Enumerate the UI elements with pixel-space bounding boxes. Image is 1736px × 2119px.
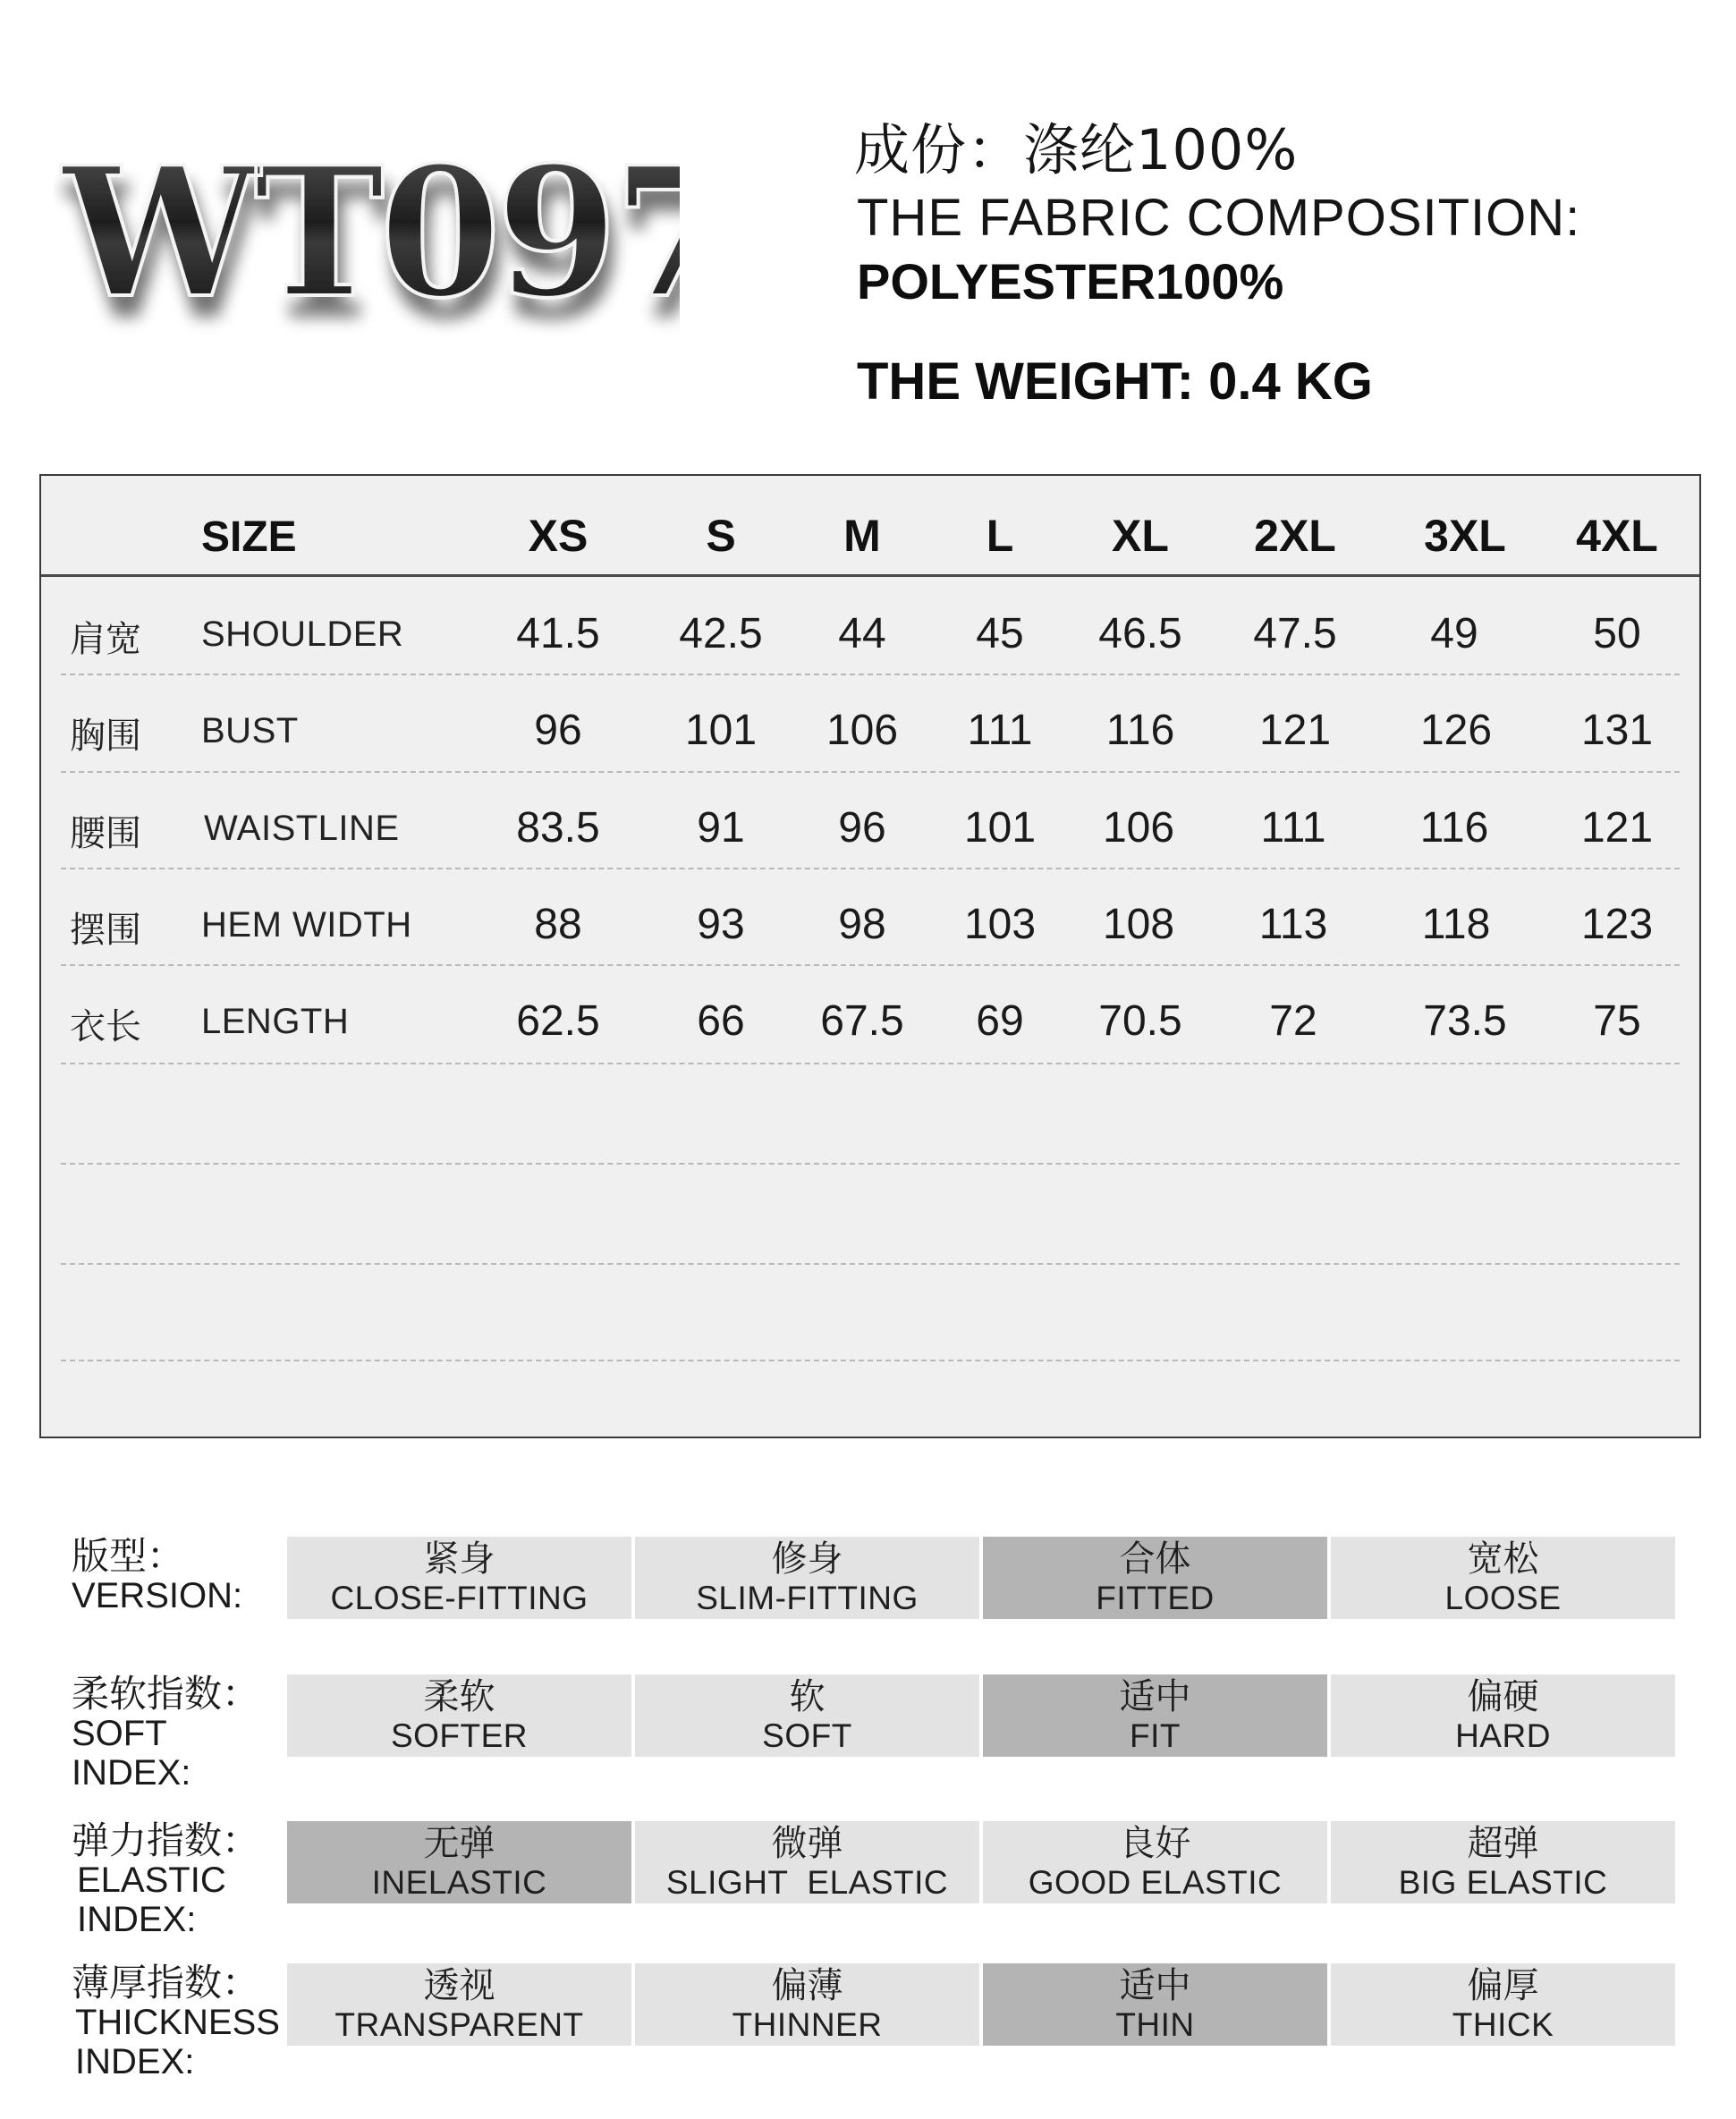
table-cell: 106 <box>1102 804 1175 852</box>
row-label-cn: 摆围 <box>70 910 141 951</box>
row-label-cn: 胸围 <box>70 716 141 757</box>
elastic-option <box>983 1821 1327 1903</box>
table-cell: 108 <box>1102 901 1175 948</box>
table-cell: 96 <box>534 707 582 754</box>
table-cell: 106 <box>826 707 899 754</box>
thickness-label-cn: 薄厚指数： <box>72 1961 260 2005</box>
table-cell: 116 <box>1105 707 1175 754</box>
size-header-row <box>41 476 1699 577</box>
table-cell: 88 <box>534 901 582 948</box>
version-option-selected <box>983 1537 1327 1619</box>
soft-label-en: SOFT <box>72 1714 167 1753</box>
table-cell: 66 <box>697 997 745 1045</box>
option-label-en: THINNER <box>732 2006 883 2043</box>
version-index-label <box>72 1534 243 1615</box>
elastic-option-selected <box>287 1821 631 1903</box>
version-option <box>287 1537 631 1619</box>
row-divider <box>61 1163 1680 1165</box>
row-label-en: HEM WIDTH <box>201 905 412 945</box>
table-cell: 118 <box>1421 901 1491 948</box>
svg-text:WT097: WT097 <box>62 127 680 338</box>
version-option <box>1331 1537 1675 1619</box>
soft-option <box>635 1674 979 1757</box>
table-cell: 103 <box>963 901 1037 948</box>
option-label-en: LOOSE <box>1444 1580 1562 1616</box>
table-cell: 62.5 <box>516 997 600 1045</box>
option-label-en: HARD <box>1455 1717 1551 1754</box>
row-label-cn: 肩宽 <box>70 619 141 660</box>
option-label-cn: 透视 <box>423 1965 495 2006</box>
elastic-label-en: ELASTIC <box>77 1860 226 1900</box>
row-label-cn: 衣长 <box>70 1006 141 1047</box>
table-cell: 72 <box>1269 997 1317 1045</box>
soft-option <box>1331 1674 1675 1757</box>
version-option <box>635 1537 979 1619</box>
table-cell: 50 <box>1593 610 1641 657</box>
row-divider <box>61 1263 1680 1265</box>
table-cell: 91 <box>697 804 745 852</box>
option-label-cn: 合体 <box>1119 1538 1191 1580</box>
thickness-option <box>287 1963 631 2046</box>
option-label-en: THICK <box>1452 2006 1554 2043</box>
brand-logo <box>54 107 680 367</box>
table-cell: 116 <box>1419 804 1489 852</box>
row-label-cn: 腰围 <box>70 813 141 854</box>
weight-label: THE WEIGHT: 0.4 KG <box>857 352 1373 411</box>
table-cell: 93 <box>697 901 745 948</box>
table-cell: 83.5 <box>516 804 600 852</box>
elastic-index-label <box>72 1818 260 1939</box>
table-cell: 111 <box>967 707 1033 754</box>
thickness-index-label <box>72 1963 280 2081</box>
option-label-en: CLOSE-FITTING <box>330 1580 589 1616</box>
table-cell: 70.5 <box>1098 997 1182 1045</box>
option-label-cn: 偏薄 <box>771 1965 843 2006</box>
table-cell: 126 <box>1419 707 1493 754</box>
soft-label-en: INDEX: <box>72 1753 191 1793</box>
row-label-en: SHOULDER <box>201 615 404 654</box>
table-row <box>41 771 1699 868</box>
option-label-en: THIN <box>1115 2006 1195 2043</box>
table-cell: 113 <box>1258 901 1328 948</box>
table-cell: 41.5 <box>516 610 600 657</box>
size-header-cell: 2XL <box>1254 511 1336 561</box>
option-label-en: GOOD ELASTIC <box>1028 1864 1283 1901</box>
option-label-en: SLIGHT ELASTIC <box>665 1864 949 1901</box>
row-label-en: WAISTLINE <box>204 809 400 848</box>
size-header-cell: L <box>986 511 1014 561</box>
table-cell: 96 <box>838 804 886 852</box>
size-header-cell: XL <box>1112 511 1169 561</box>
option-label-cn: 宽松 <box>1467 1538 1539 1580</box>
size-chart-table <box>39 474 1701 1438</box>
size-header-cell: 3XL <box>1424 511 1506 561</box>
table-cell: 121 <box>1258 707 1332 754</box>
elastic-option <box>635 1821 979 1903</box>
composition-value: POLYESTER100% <box>857 253 1284 309</box>
soft-index-label <box>72 1674 259 1793</box>
option-label-cn: 偏硬 <box>1467 1676 1539 1717</box>
table-cell: 45 <box>976 610 1024 657</box>
version-label-en: VERSION: <box>72 1576 243 1615</box>
table-cell: 131 <box>1580 707 1654 754</box>
version-label-cn: 版型： <box>72 1534 185 1578</box>
table-cell: 46.5 <box>1098 610 1182 657</box>
elastic-option <box>1331 1821 1675 1903</box>
table-cell: 123 <box>1580 901 1654 948</box>
size-header-cell: S <box>706 511 736 561</box>
row-label-en: LENGTH <box>201 1002 350 1041</box>
thickness-option-selected <box>983 1963 1327 2046</box>
option-label-en: FIT <box>1130 1717 1181 1754</box>
soft-label-cn: 柔软指数： <box>72 1672 260 1716</box>
option-label-cn: 适中 <box>1119 1676 1191 1717</box>
table-cell: 69 <box>976 997 1024 1045</box>
elastic-label-en: INDEX: <box>77 1900 197 1939</box>
table-cell: 44 <box>838 610 886 657</box>
option-label-en: FITTED <box>1096 1580 1215 1616</box>
option-label-en: TRANSPARENT <box>334 2006 584 2043</box>
size-header-label: SIZE <box>201 513 297 561</box>
row-label-en: BUST <box>201 711 299 750</box>
option-label-cn: 修身 <box>771 1538 843 1580</box>
option-label-cn: 偏厚 <box>1467 1965 1539 2006</box>
size-header-cell: M <box>843 511 881 561</box>
option-label-cn: 软 <box>789 1676 826 1717</box>
option-label-cn: 微弹 <box>771 1823 843 1864</box>
elastic-label-cn: 弹力指数： <box>72 1818 260 1862</box>
option-label-cn: 无弹 <box>423 1823 495 1864</box>
soft-option-selected <box>983 1674 1327 1757</box>
table-row <box>41 674 1699 770</box>
table-cell: 73.5 <box>1423 997 1507 1045</box>
option-label-cn: 紧身 <box>423 1538 495 1580</box>
thickness-label-en: INDEX: <box>75 2042 195 2081</box>
option-label-en: BIG ELASTIC <box>1398 1864 1608 1901</box>
table-cell: 49 <box>1430 610 1478 657</box>
option-label-en: INELASTIC <box>371 1864 547 1901</box>
table-cell: 42.5 <box>679 610 763 657</box>
soft-option <box>287 1674 631 1757</box>
table-cell: 47.5 <box>1253 610 1337 657</box>
table-cell: 111 <box>1260 804 1326 852</box>
size-header-cell: 4XL <box>1576 511 1658 561</box>
table-cell: 67.5 <box>820 997 904 1045</box>
row-divider <box>61 1063 1680 1064</box>
option-label-cn: 良好 <box>1119 1823 1191 1864</box>
option-label-en: SOFT <box>762 1717 852 1754</box>
composition-cn: 成份：涤纶100% <box>854 117 1299 182</box>
option-label-cn: 适中 <box>1119 1965 1191 2006</box>
option-label-en: SOFTER <box>390 1717 529 1754</box>
table-cell: 75 <box>1593 997 1641 1045</box>
table-row <box>41 964 1699 1061</box>
table-cell: 101 <box>684 707 758 754</box>
table-cell: 98 <box>838 901 886 948</box>
table-row <box>41 868 1699 964</box>
option-label-cn: 柔软 <box>423 1676 495 1717</box>
row-divider <box>61 1360 1680 1361</box>
size-header-cell: XS <box>528 511 589 561</box>
composition-en: THE FABRIC COMPOSITION: <box>857 189 1581 247</box>
thickness-label-en: THICKNESS <box>75 2003 280 2042</box>
thickness-option <box>635 1963 979 2046</box>
option-label-en: SLIM-FITTING <box>696 1580 919 1616</box>
table-cell: 121 <box>1580 804 1654 852</box>
thickness-option <box>1331 1963 1675 2046</box>
table-cell: 101 <box>963 804 1037 852</box>
table-row <box>41 577 1699 674</box>
option-label-cn: 超弹 <box>1467 1823 1539 1864</box>
